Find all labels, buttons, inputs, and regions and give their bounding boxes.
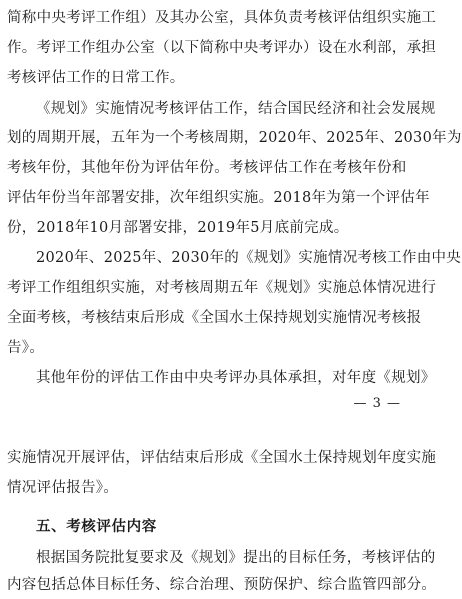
paragraph-line: 根据国务院批复要求及《规划》提出的目标任务，考核评估的 [36, 550, 436, 566]
paragraph-line: 简称中央考评工作组）及其办公室，具体负责考核评估组织实施工 [7, 10, 437, 26]
paragraph-line: 2020年、2025年、2030年的《规划》实施情况考核工作由中央 [36, 250, 462, 266]
paragraph-line: 份，2018年10月部署安排，2019年5月底前完成。 [7, 220, 349, 236]
paragraph-line: 评估年份当年部署安排，次年组织实施。2018年为第一个评估年 [7, 190, 430, 206]
paragraph-line: 考核评估工作的日常工作。 [7, 70, 185, 86]
paragraph-line: 情况评估报告》。 [7, 480, 119, 496]
paragraph-line: 全面考核，考核结束后形成《全国水土保持规划实施情况考核报 [7, 310, 422, 326]
paragraph-line: 考核年份，其他年份为评估年份。考核评估工作在考核年份和 [7, 160, 407, 176]
page-number: — 3 — [353, 396, 401, 411]
paragraph-line: 考评工作组组织实施，对考核周期五年《规划》实施总体情况进行 [7, 280, 437, 296]
paragraph-line: 告》。 [7, 340, 45, 356]
section-heading: 五、考核评估内容 [36, 519, 157, 535]
paragraph-line: 划的周期开展，五年为一个考核周期，2020年、2025年、2030年为 [7, 130, 462, 146]
paragraph-line: 《规划》实施情况考核评估工作，结合国民经济和社会发展规 [36, 101, 436, 117]
paragraph-line: 其他年份的评估工作由中央考评办具体承担，对年度《规划》 [36, 370, 436, 386]
paragraph-line: 作。考评工作组办公室（以下简称中央考评办）设在水利部，承担 [7, 40, 437, 56]
paragraph-line: 实施情况开展评估，评估结束后形成《全国水土保持规划年度实施 [7, 450, 437, 466]
paragraph-line: 内容包括总体目标任务、综合治理、预防保护、综合监管四部分。 [7, 577, 437, 593]
